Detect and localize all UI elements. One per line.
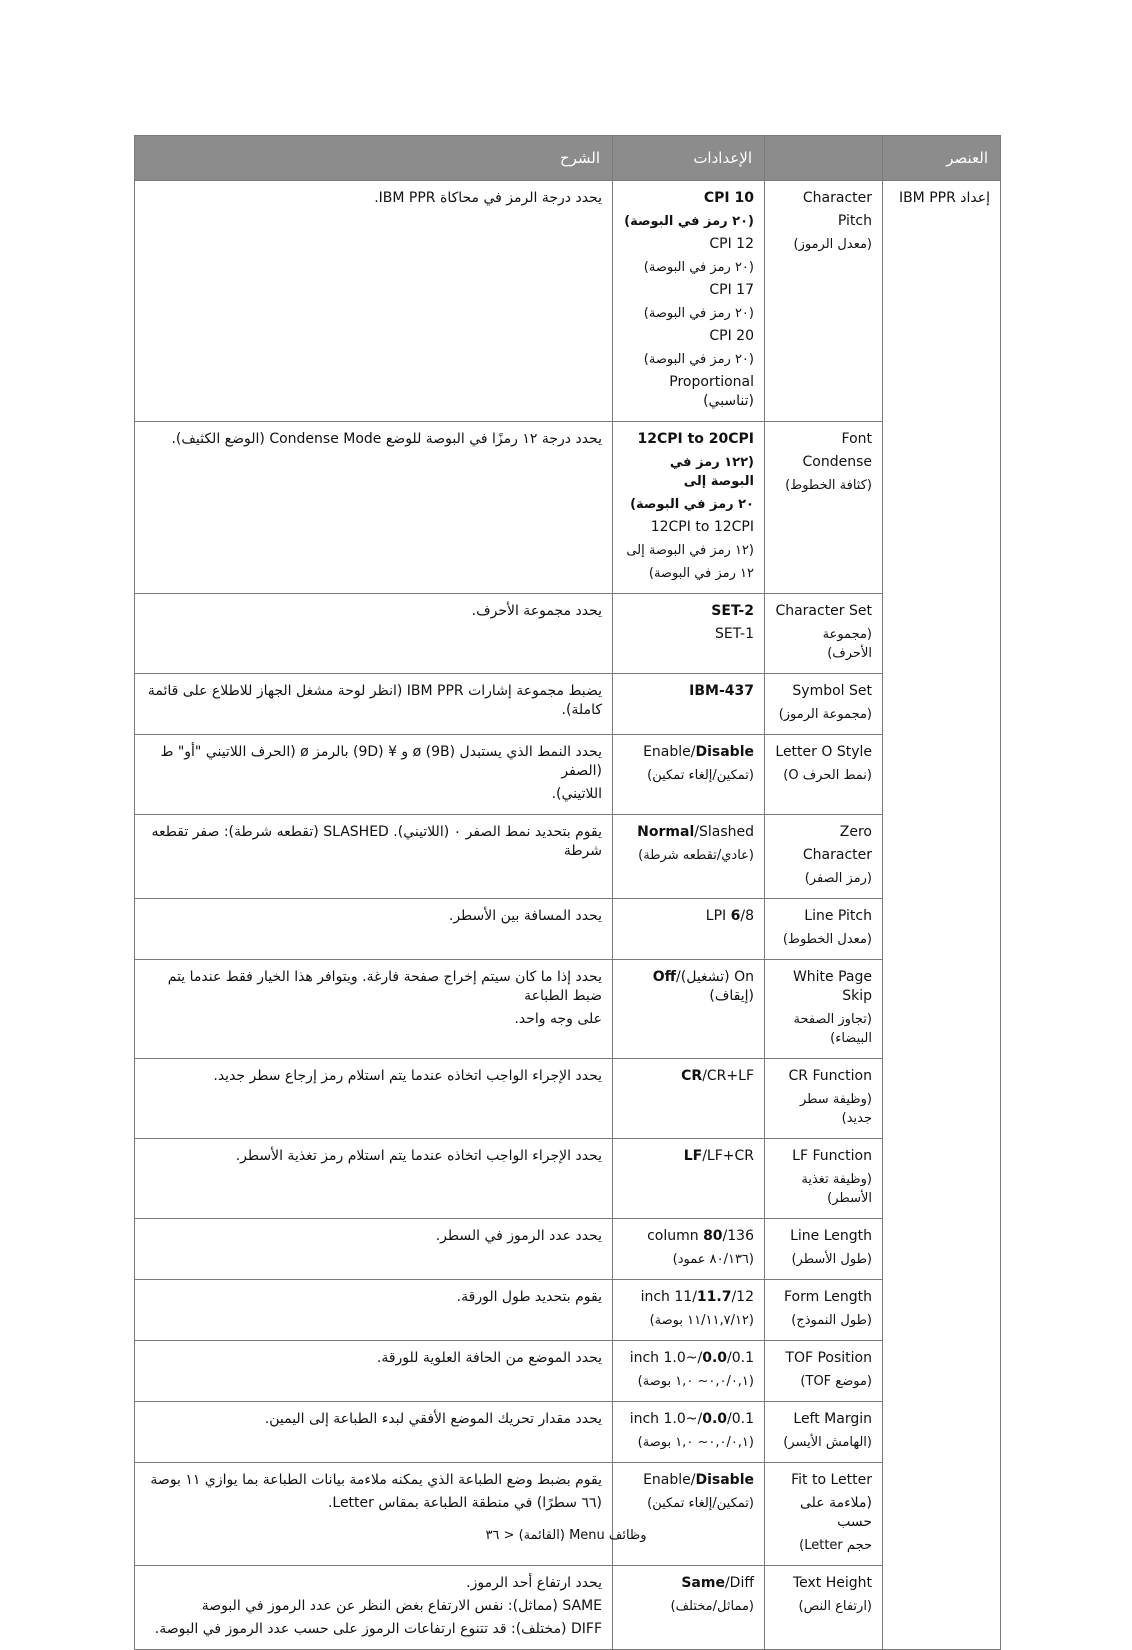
description-line: يحدد درجة الرمز في محاكاة IBM PPR. [374,190,602,206]
element-line: Letter O Style [775,744,872,760]
section-cell: إعداد IBM PPR [883,181,1001,1650]
element-line: Zero [839,824,872,840]
setting-option: (٢٠ رمز في البوصة) [643,306,754,321]
description-line: يحدد مقدار تحريك الموضع الأفقي لبدء الطباعة إلى اليمين. [264,1411,602,1427]
setting-option: CPI 20 [709,328,754,344]
element-cell [765,899,883,960]
element-line: (موضع TOF) [800,1374,872,1389]
element-line: حجم Letter) [799,1538,872,1553]
description-cell [135,1463,613,1566]
element-cell [765,1219,883,1280]
table-row [135,960,1001,1059]
setting-option: IBM-437 [689,683,754,699]
setting-option: Same/Diff [681,1575,754,1591]
setting-option: LF/LF+CR [683,1148,754,1164]
element-line: (طول النموذج) [791,1313,872,1328]
table-row [135,1219,1001,1280]
description-line: (٦٦ سطرًا) في منطقة الطباعة بمقاس Letter. [327,1495,602,1511]
element-cell [765,674,883,735]
element-line: (معدل الرموز) [793,237,872,252]
settings-cell [613,1219,765,1280]
element-line: Font [841,431,872,447]
setting-option: CPI 12 [709,236,754,252]
setting-option: CPI 17 [709,282,754,298]
description-line: يقوم بضبط وضع الطباعة الذي يمكنه ملاءمة بيانات الطباعة بما يوازي ١١ بوصة [150,1472,602,1488]
element-line: Character [802,190,872,206]
description-cell [135,1059,613,1139]
setting-option: 0.0/0.1/~1.0 inch [629,1350,754,1366]
element-line: Left Margin [793,1411,872,1427]
description-cell [135,422,613,594]
element-line: (نمط الحرف O) [783,768,872,783]
description-line: SAME (مماثل): نفس الارتفاع بغض النظر عن عدد الرموز في البوصة [201,1598,602,1614]
settings-cell [613,960,765,1059]
setting-option: (١٢ رمز في البوصة إلى [626,543,754,558]
table-row [135,594,1001,674]
table-row [135,674,1001,735]
element-line: CR Function [788,1068,872,1084]
setting-option: (تمكين/إلغاء تمكين) [647,1496,754,1511]
element-cell [765,1139,883,1219]
description-cell [135,1402,613,1463]
element-cell [765,1059,883,1139]
setting-option: ٢٠ رمز في البوصة) [630,497,754,512]
settings-cell [613,1139,765,1219]
element-cell [765,1341,883,1402]
element-line: (الهامش الأيسر) [783,1435,872,1450]
description-line: يحدد عدد الرموز في السطر. [435,1228,602,1244]
setting-option: (٢٠ رمز في البوصة) [643,260,754,275]
settings-cell [613,1341,765,1402]
description-cell [135,674,613,735]
setting-option: SET-1 [715,626,754,642]
settings-cell [613,815,765,899]
menu-settings-table [134,135,1001,1650]
settings-cell [613,899,765,960]
description-cell [135,1566,613,1650]
element-line: TOF Position [785,1350,872,1366]
description-line: يحدد درجة ١٢ رمزًا في البوصة للوضع Condense Mode (الوضع الكثيف). [171,431,602,447]
element-line: (طول الأسطر) [791,1252,872,1267]
header-description: الشرح [135,136,613,181]
settings-cell [613,1463,765,1566]
description-cell [135,735,613,815]
description-cell [135,1139,613,1219]
setting-option: 6/8 LPI [705,908,754,924]
settings-cell [613,1280,765,1341]
setting-option: SET-2 [711,603,754,619]
description-line: يحدد ارتفاع أحد الرموز. [466,1575,602,1591]
setting-option: (١٢٢ رمز في البوصة إلى [669,455,754,489]
setting-option: (٨٠/١٣٦ عمود) [672,1252,754,1267]
description-line: يقوم بتحديد طول الورقة. [456,1289,602,1305]
table-row [135,735,1001,815]
element-line: Symbol Set [792,683,872,699]
element-line: Condense [802,454,872,470]
table-row [135,1059,1001,1139]
element-line: (رمز الصفر) [804,871,872,886]
settings-cell [613,1402,765,1463]
header-element: العنصر [883,136,1001,181]
description-line: اللاتيني). [551,786,602,802]
element-line: LF Function [792,1148,872,1164]
description-line: على وجه واحد. [514,1011,602,1027]
setting-option: (عادي/تقطعه شرطة) [638,848,754,863]
description-line: يحدد المسافة بين الأسطر. [448,908,602,924]
table-row [135,1139,1001,1219]
element-line: Character Set [775,603,872,619]
setting-option: Enable/Disable [643,744,754,760]
description-line: يحدد النمط الذي يستبدل ø (9B) و ¥ (9D) بالرمز ø (الحرف اللاتيني "أو" ط (الصفر [160,744,602,779]
element-line: (ملاءمة على حسب [799,1495,872,1530]
element-cell [765,422,883,594]
table-row [135,899,1001,960]
setting-option: 11/11.7/12 inch [640,1289,754,1305]
table-row [135,1402,1001,1463]
element-line: Text Height [792,1575,872,1591]
setting-option: 12CPI to 12CPI [650,519,754,535]
element-line: Fit to Letter [791,1472,872,1488]
element-cell [765,960,883,1059]
table-row [135,1566,1001,1650]
element-line: (معدل الخطوط) [782,932,872,947]
settings-cell [613,1059,765,1139]
element-cell [765,815,883,899]
setting-option: CR/CR+LF [681,1068,754,1084]
element-line: (وظيفة سطر جديد) [799,1092,872,1126]
setting-option: CPI 10 [703,190,754,206]
table-header-row [135,136,1001,181]
table-row [135,181,1001,422]
description-line: يحدد إذا ما كان سيتم إخراج صفحة فارغة. ويتوافر هذا الخيار فقط عندما يتم ضبط الطباعة [167,969,602,1004]
element-cell [765,735,883,815]
header-settings: الإعدادات [613,136,765,181]
setting-option: 0.0/0.1/~1.0 inch [629,1411,754,1427]
element-cell [765,1280,883,1341]
element-line: Form Length [783,1289,872,1305]
element-line: Character [802,847,872,863]
description-cell [135,1280,613,1341]
setting-option: (مماثل/مختلف) [670,1599,754,1614]
element-line: (تجاوز الصفحة البيضاء) [793,1012,872,1046]
element-cell [765,181,883,422]
setting-option: (٠,٠/٠,١~ ١,٠ بوصة) [637,1435,754,1450]
table-body [135,181,1001,1650]
description-line: يضبط مجموعة إشارات IBM PPR (انظر لوحة مشغل الجهاز للاطلاع على قائمة كاملة). [147,683,602,718]
element-cell [765,1566,883,1650]
settings-cell [613,674,765,735]
element-line: (مجموعة الأحرف) [822,627,872,661]
table-row [135,1280,1001,1341]
description-cell [135,815,613,899]
setting-option: (١١/١١,٧/١٢ بوصة) [649,1313,754,1328]
element-line: Line Pitch [804,908,872,924]
element-cell [765,1463,883,1566]
description-cell [135,594,613,674]
setting-option: (٠,٠/٠,١~ ١,٠ بوصة) [637,1374,754,1389]
setting-option: 12CPI to 20CPI [637,431,754,447]
element-line: (وظيفة تغذية الأسطر) [801,1172,872,1206]
settings-cell [613,735,765,815]
page-footer: وظائف Menu (القائمة) < ٣٦ [485,1528,647,1543]
setting-option: ١٢ رمز في البوصة) [648,566,754,581]
setting-option: Enable/Disable [643,1472,754,1488]
setting-option: Proportional (تناسبي) [669,374,754,409]
settings-cell [613,594,765,674]
setting-option: (٢٠ رمز في البوصة) [643,352,754,367]
description-line: يحدد الإجراء الواجب اتخاذه عندما يتم استلام رمز تغذية الأسطر. [235,1148,602,1164]
setting-option: (تمكين/إلغاء تمكين) [647,768,754,783]
settings-cell [613,422,765,594]
setting-option: 80/136 column [647,1228,754,1244]
settings-cell [613,181,765,422]
description-line: يحدد الموضع من الحافة العلوية للورقة. [376,1350,602,1366]
setting-option: On (تشغيل)/Off (إيقاف) [652,969,754,1004]
setting-option: Normal/Slashed [637,824,754,840]
table-row [135,1341,1001,1402]
table-row [135,1463,1001,1566]
table-row [135,422,1001,594]
description-cell [135,1341,613,1402]
table-row [135,815,1001,899]
header-element-sub [765,136,883,181]
description-line: يحدد مجموعة الأحرف. [471,603,602,619]
description-line: يقوم بتحديد نمط الصفر ٠ (اللاتيني). SLASHED (تقطعه شرطة): صفر تقطعه شرطة [151,824,602,859]
element-line: (مجموعة الرموز) [778,707,872,722]
element-line: Pitch [837,213,872,229]
description-cell [135,960,613,1059]
description-line: DIFF (مختلف): قد تتنوع ارتفاعات الرموز على حسب عدد الرموز في البوصة. [154,1621,602,1637]
element-cell [765,594,883,674]
element-cell [765,1402,883,1463]
setting-option: (٢٠ رمز في البوصة) [624,214,754,229]
element-line: White Page Skip [792,969,872,1004]
element-line: (كثافة الخطوط) [785,478,872,493]
element-line: Line Length [790,1228,872,1244]
description-line: يحدد الإجراء الواجب اتخاذه عندما يتم استلام رمز إرجاع سطر جديد. [213,1068,602,1084]
element-line: (ارتفاع النص) [798,1599,872,1614]
description-cell [135,181,613,422]
description-cell [135,1219,613,1280]
settings-cell [613,1566,765,1650]
description-cell [135,899,613,960]
